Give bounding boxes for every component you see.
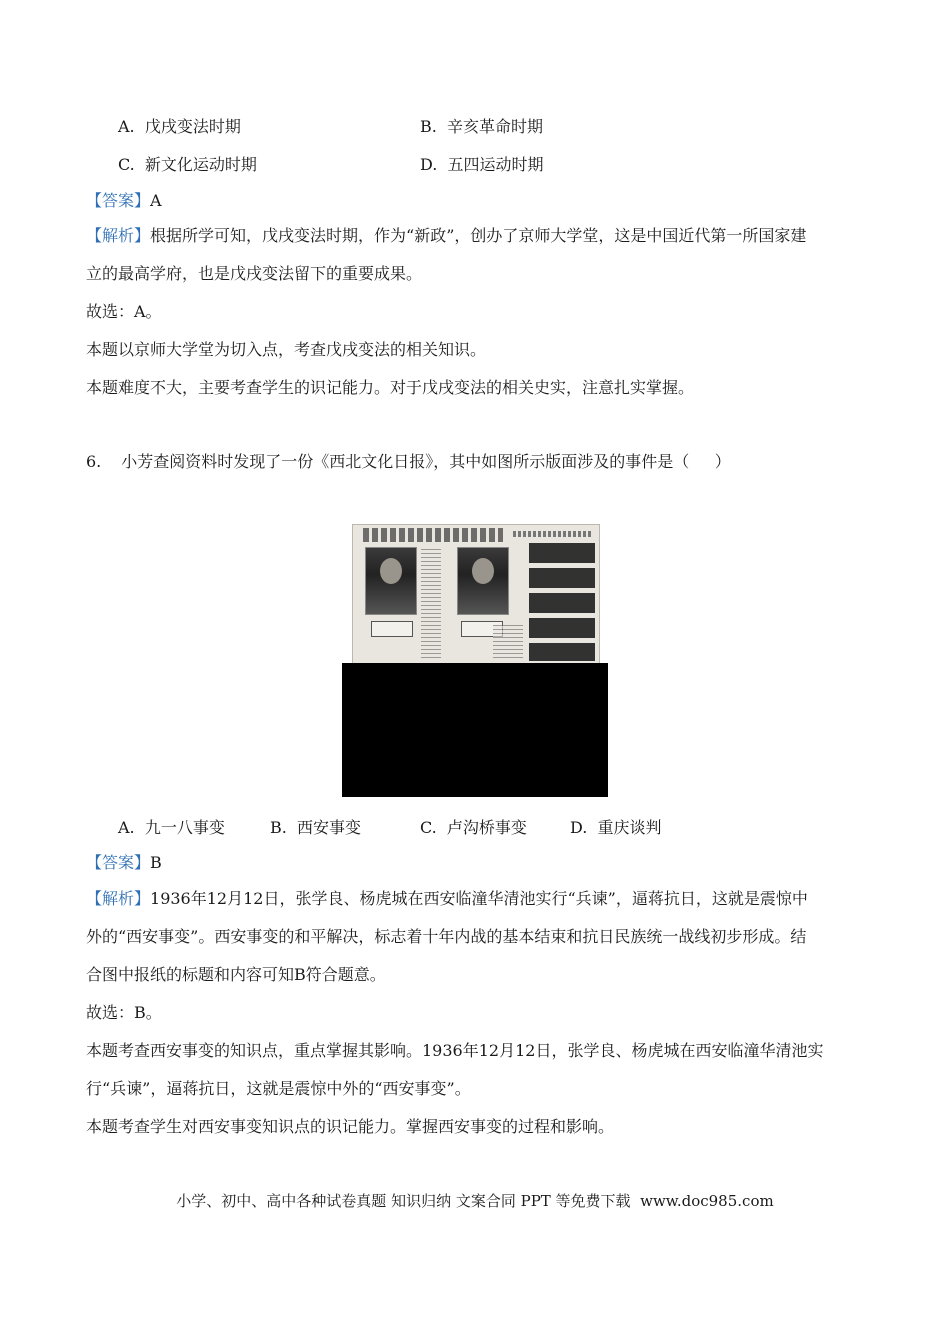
- q6-number: 6.: [86, 452, 102, 471]
- q5-analysis-text1: 根据所学可知，戊戌变法时期，作为“新政”，创办了京师大学堂，这是中国近代第一所国家建: [150, 226, 807, 245]
- q6-answer-row: [86, 852, 162, 874]
- q6-option-a: A. 九一八事变: [118, 818, 225, 837]
- text-column: [421, 549, 441, 659]
- newspaper-figure: [342, 520, 608, 797]
- q6-answer-tag: 【答案】: [86, 853, 151, 872]
- redaction-block: [342, 663, 608, 797]
- newspaper-clipping-image: [352, 524, 600, 666]
- q5-option-b: B. 辛亥革命时期: [420, 117, 544, 136]
- q5-answer-tag: 【答案】: [86, 191, 151, 210]
- q6-analysis-text1: 1936年12月12日，张学良、杨虎城在西安临潼华清池实行“兵谏”，逼蒋抗日，这就是震惊中: [150, 889, 808, 908]
- q6-choice: 故选：B。: [86, 1003, 162, 1022]
- q6-option-c: C. 卢沟桥事变: [420, 818, 527, 837]
- q5-analysis-tag: 【解析】: [86, 226, 151, 245]
- q6-option-b: B. 西安事变: [270, 818, 362, 837]
- caption-left: [371, 621, 413, 637]
- newspaper-headline: [529, 543, 595, 661]
- portrait-right: [457, 547, 509, 615]
- q5-answer: A: [150, 191, 162, 210]
- q6-option-d: D. 重庆谈判: [570, 818, 662, 837]
- q5-note1: 本题以京师大学堂为切入点，考查戊戌变法的相关知识。: [86, 340, 487, 359]
- q6-note1-line1: 本题考查西安事变的知识点，重点掌握其影响。1936年12月12日，张学良、杨虎城在西安临潼华清池实: [86, 1041, 824, 1060]
- newspaper-masthead: [363, 528, 503, 542]
- q6-note2: 本题考查学生对西安事变知识点的识记能力。掌握西安事变的过程和影响。: [86, 1117, 615, 1136]
- text-column: [493, 625, 523, 659]
- page-footer: 小学、初中、高中各种试卷真题 知识归纳 文案合同 PPT 等免费下载 www.doc985.com: [176, 1192, 774, 1210]
- q6-note1-line2: 行“兵谏”，逼蒋抗日，这就是震惊中外的“西安事变”。: [86, 1079, 471, 1098]
- q6-stem: 小芳查阅资料时发现了一份《西北文化日报》，其中如图所示版面涉及的事件是（ ）: [121, 452, 731, 471]
- q6-stem-row: [86, 451, 731, 473]
- q6-analysis-line2: 外的“西安事变”。西安事变的和平解决，标志着十年内战的基本结束和抗日民族统一战线初步形成。结: [86, 927, 807, 946]
- q6-answer: B: [150, 853, 162, 872]
- q5-choice: 故选：A。: [86, 302, 162, 321]
- q6-analysis-tag: 【解析】: [86, 889, 151, 908]
- portrait-left: [365, 547, 417, 615]
- q5-option-c: C. 新文化运动时期: [118, 155, 257, 174]
- q6-analysis-line1: [86, 888, 808, 910]
- q5-note2: 本题难度不大，主要考查学生的识记能力。对于戊戌变法的相关史实，注意扎实掌握。: [86, 378, 695, 397]
- q5-option-a: A. 戊戌变法时期: [118, 117, 241, 136]
- q5-option-d: D. 五四运动时期: [420, 155, 544, 174]
- q6-analysis-line3: 合图中报纸的标题和内容可知B符合题意。: [86, 965, 386, 984]
- q5-answer-row: [86, 190, 162, 212]
- q5-analysis-line1: [86, 225, 806, 247]
- newspaper-date-strip: [513, 531, 591, 537]
- q5-analysis-line2: 立的最高学府，也是戊戌变法留下的重要成果。: [86, 264, 423, 283]
